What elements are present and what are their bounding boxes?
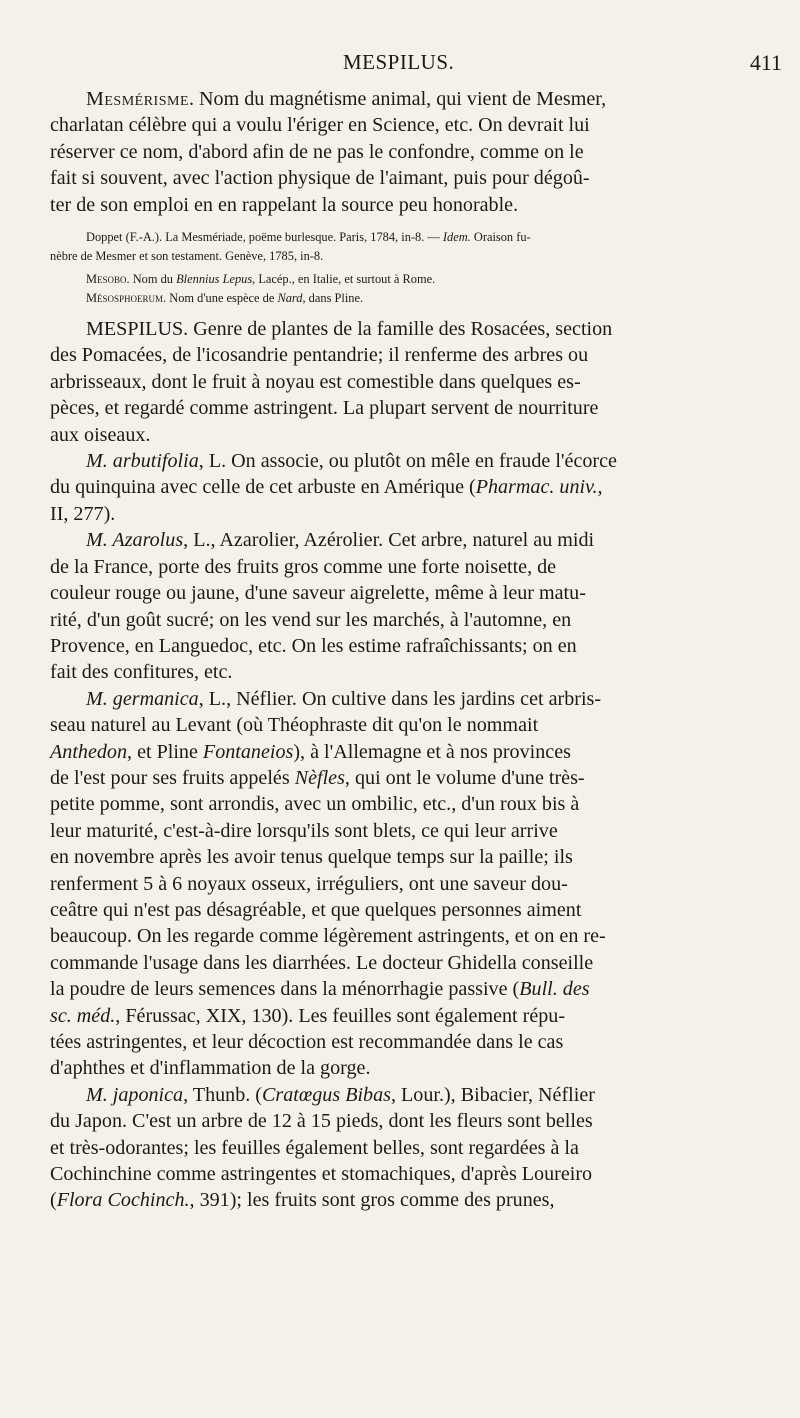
entry-mesobo: Mesobo. Nom du Blennius Lepus, Lacép., en Italie, et surtout à Rome. Mésosphoerum. Nom d'une espèce de Nard, dans Pline. bbox=[86, 272, 436, 306]
page-header bbox=[0, 50, 800, 84]
bibliographic-note: Doppet (F.-A.). La Mesmériade, poëme burlesque. Paris, 1784, in-8. — Idem. Oraison fu- nèbre de Mesmer et son testament. Genève, 1785, in-8. bbox=[50, 230, 531, 264]
entry-mesmerisme: Mesmérisme. Nom du magnétisme animal, qui vient de Mesmer, charlatan célèbre qui a voulu l'ériger en Science, etc. On devrait lui réserver ce nom, d'abord afin de ne pas le confondre, comme on le fait si souvent, avec l'action physique de l'aimant, puis pour dégoû- ter de son emploi en en rappelant la source peu honorable. bbox=[50, 88, 607, 216]
page-number: 411 bbox=[749, 50, 782, 75]
running-title: MESPILUS. bbox=[343, 50, 455, 74]
entry-mespilus: MESPILUS. Genre de plantes de la famille des Rosacées, section des Pomacées, de l'icosandrie pentandrie; il renferme des arbres ou arbrisseaux, dont le fruit à noyau est comestible dans quelques es- pèces, et regardé comme astringent. La plupart servent de nourriture aux oiseaux. bbox=[50, 318, 613, 446]
species-name: M. germanica bbox=[86, 687, 199, 710]
entry-term: Mesmérisme bbox=[86, 88, 189, 110]
species-name: M. Azarolus bbox=[86, 529, 184, 552]
species-name: M. japonica bbox=[86, 1083, 184, 1106]
species-name: M. arbutifolia bbox=[86, 450, 199, 473]
body-text bbox=[50, 86, 794, 1214]
species-japonica: M. japonica, Thunb. (Cratœgus Bibas, Lour.), Bibacier, Néflier du Japon. C'est un arbre de 12 à 15 pieds, dont les fleurs sont belles et très-odorantes; les feuilles également belles, sont regardées à la Cochinchine comme astringentes et stomachiques, d'après Loureiro (Flora Cochinch., 391); les fruits sont gros comme des prunes, bbox=[50, 1083, 595, 1212]
species-germanica: M. germanica, L., Néflier. On cultive dans les jardins cet arbris- seau naturel au Levant (où Théophraste dit qu'on le nommait Anthedon, et Pline Fontaneios), à l'Allemagne et à nos provinces de l'est pour ses fruits appelés Nèfles, qui ont le volume d'une très- petite pomme, sont arrondis, avec un ombilic, etc., d'un roux bis à leur maturité, c'est-à-dire lorsqu'ils sont blets, ce qui leur arrive en novembre après les avoir tenus quelque temps sur la paille; ils renferment 5 à 6 noyaux osseux, irréguliers, ont une saveur dou- ceâtre qui n'est pas désagréable, et que quelques personnes aiment beaucoup. On les regarde comme légèrement astringents, et on en re- commande l'usage dans les diarrhées. Le docteur Ghidella conseille la poudre de leurs semences dans la ménorrhagie passive (Bull. des sc. méd., Férussac, XIX, 130). Les feuilles sont également répu- tées astringentes, et leur décoction est recommandée dans le cas d'aphthes et d'inflammation de la gorge. bbox=[50, 687, 606, 1080]
species-azarolus: M. Azarolus, L., Azarolier, Azérolier. Cet arbre, naturel au midi de la France, porte des fruits gros comme une forte noisette, de couleur rouge ou jaune, d'une saveur aigrelette, même à leur matu- rité, d'un goût sucré; on les vend sur les marchés, à l'automne, en Provence, en Languedoc, etc. On les estime rafraîchissants; on en fait des confitures, etc. bbox=[50, 529, 595, 684]
species-arbutifolia: M. arbutifolia, L. On associe, ou plutôt on mêle en fraude l'écorce du quinquina avec celle de cet arbuste en Amérique (Pharmac. univ., II, 277). bbox=[50, 450, 617, 525]
